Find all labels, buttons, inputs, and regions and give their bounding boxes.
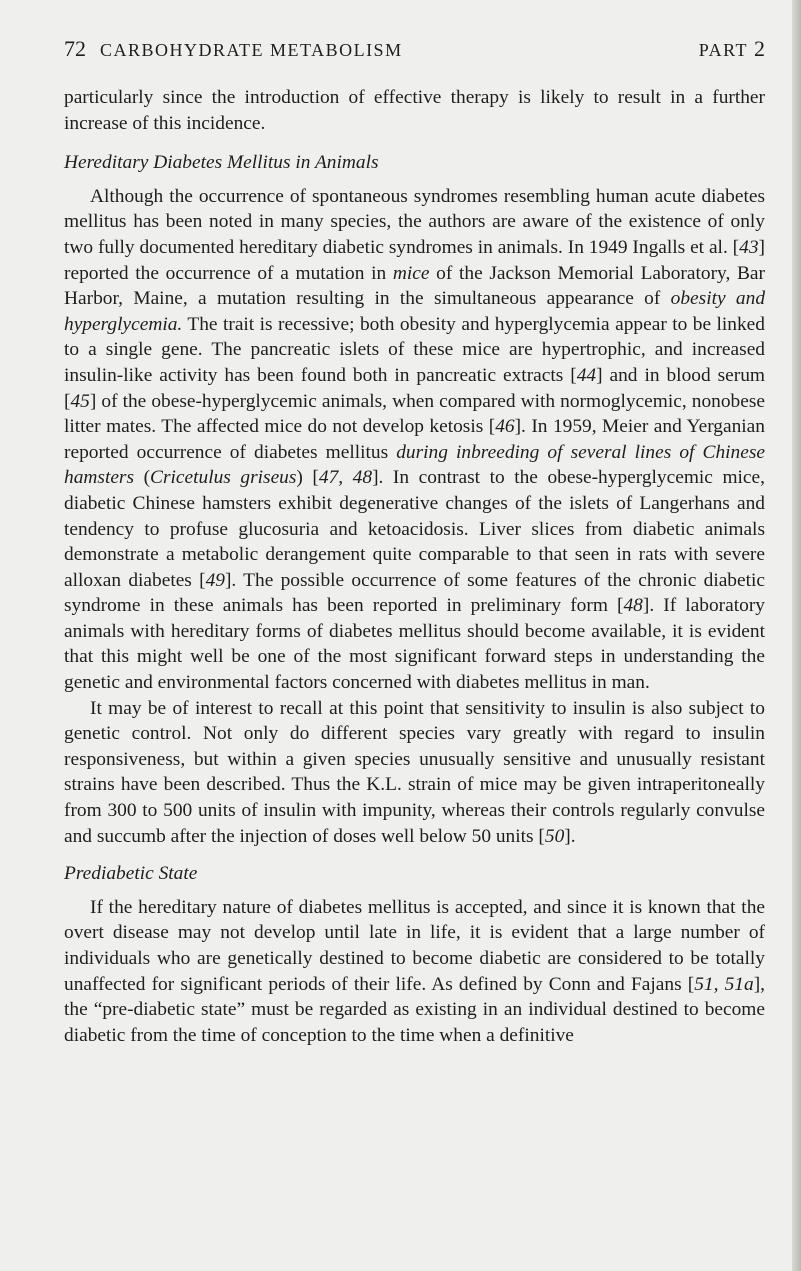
text-run: ) [ [296,467,319,489]
text-run: ]. If laboratory animals with hereditary forms of diabetes mellitus should become available, it is evident that this might well be one of the most significant forward steps in understanding the genetic and environmental factors concerned with diabetes mellitus in man. [64,595,765,694]
running-title: CARBOHYDRATE METABOLISM [100,40,403,60]
citation-ref: 48 [623,595,643,617]
citation-ref: 50 [544,825,565,847]
emphasis-text: during inbreeding of several lines of Chinese hamsters [64,441,766,489]
text-run: ]. In 1959, Meier and Yerganian reported occurrence of diabetes mellitus [64,416,765,463]
emphasis-text: mice [392,262,430,284]
paragraph-hereditary-1 [64,184,765,696]
paragraph-prediabetic-1 [64,895,765,1049]
text-run: ] reported the occurrence of a mutation in [64,236,765,284]
text-run: ], the “pre-diabetic state” must be regarded as existing in an individual destined to become diabetic from the time of conception to the time when a definitive [64,973,766,1046]
intro-paragraph: particularly since the introduction of effective therapy is likely to result in a further increase of this incidence. [64,87,765,134]
part-number: 2 [754,36,765,61]
text-run: It may be of interest to recall at this point that sensitivity to insulin is also subject to genetic control. Not only do different species vary greatly with regard to insulin responsiveness, but within a given species unusually sensitive and unusually resistant strains have been described. Thus the K.L. strain of mice may be given intraperitoneally from 300 to 500 units of insulin with impunity, whereas their controls regularly convulse and succumb after the injection of doses well below 50 units [ [64,697,765,847]
text-run: If the hereditary nature of diabetes mellitus is accepted, and since it is known that the overt disease may not develop until late in life, it is evident that a large number of individuals who are genetically destined to become diabetic are considered to be totally unaffected for significant periods of their life. As defined by Conn and Fajans [ [64,896,765,995]
citation-ref: 51, 51a [694,973,754,995]
text-run: ]. The possible occurrence of some features of the chronic diabetic syndrome in these animals has been reported in preliminary form [ [64,569,765,617]
citation-ref: 45 [70,390,90,412]
text-run: ]. In contrast to the obese-hyperglycemic mice, diabetic Chinese hamsters exhibit degenerative changes of the islets of Langerhans and tendency to profuse glucosuria and ketoacidosis. Liver slices from diabetic animals demonstrate a metabolic derangement quite comparable to that seen in rats with severe alloxan diabetes [ [64,467,765,591]
citation-ref: 47, 48 [318,467,373,489]
section-heading-hereditary: Hereditary Diabetes Mellitus in Animals [64,152,379,174]
emphasis-text: obesity and hyperglycemia. [64,288,766,335]
paragraph-hereditary-2 [64,696,765,850]
text-run: Although the occurrence of spontaneous syndromes resembling human acute diabetes mellitus has been noted in many species, the authors are aware of the existence of only two fully documented hereditary diabetic syndromes in animals. In 1949 Ingalls et al. [ [64,185,765,258]
text-run: ( [134,467,151,489]
citation-ref: 44 [576,364,597,386]
text-run: ] and in blood serum [ [64,364,765,412]
emphasis-text: Cricetulus griseus [150,467,297,489]
document-page [64,36,765,1048]
citation-ref: 43 [739,236,759,258]
text-run: ] of the obese-hyperglycemic animals, when compared with normoglycemic, nonobese litter mates. The affected mice do not develop ketosis [ [64,390,765,438]
page-number: 72 [64,36,86,61]
citation-ref: 46 [495,416,515,438]
text-run: of the Jackson Memorial Laboratory, Bar Harbor, Maine, a mutation resulting in the simultaneous appearance of [64,262,765,310]
page-header [64,36,765,68]
page-edge-shadow [792,0,801,1271]
section-heading-prediabetic: Prediabetic State [64,863,198,885]
citation-ref: 49 [205,569,225,591]
text-run: ]. [564,825,576,847]
part-label [699,36,765,62]
text-run: The trait is recessive; both obesity and hyperglycemia appear to be linked to a single gene. The pancreatic islets of these mice are hypertrophic, and increased insulin-like activity has been found both in pancreatic extracts [ [64,313,765,386]
part-label-text: PART [698,40,748,60]
